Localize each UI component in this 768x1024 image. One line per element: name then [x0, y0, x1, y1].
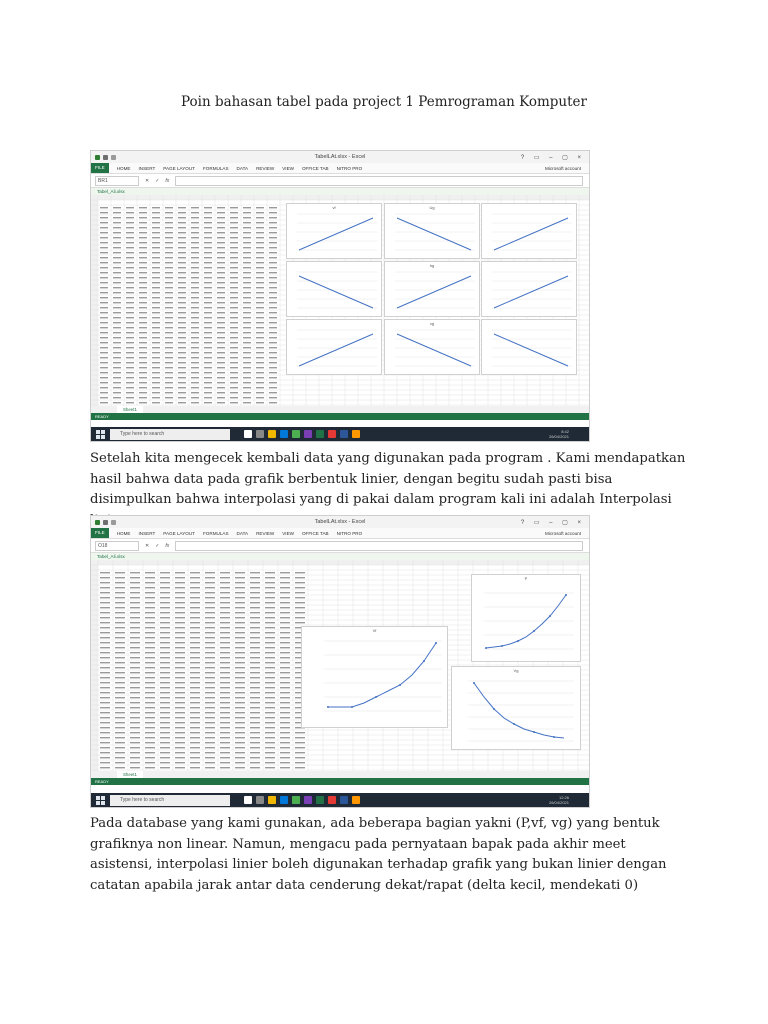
fx-icon[interactable]: fx [165, 542, 170, 549]
window-controls: ? ▭ – ▢ × [520, 519, 585, 526]
workbook-tab[interactable]: Tabel_Ali.xlsx [91, 553, 589, 562]
ribbon-tab-office-tab[interactable]: OFFICE TAB [301, 165, 329, 171]
taskbar-search[interactable]: Type here to search [110, 429, 230, 440]
ribbon-tab-nitro-pro[interactable]: NITRO PRO [336, 530, 363, 536]
ribbon-tab-office-tab[interactable]: OFFICE TAB [301, 530, 329, 536]
word-icon[interactable] [340, 796, 348, 804]
app-icon[interactable] [304, 430, 312, 438]
window-title: TabelLAt.xlsx - Excel [314, 154, 366, 160]
ribbon-tab-view[interactable]: VIEW [282, 530, 294, 536]
excel-app-icon[interactable] [316, 430, 324, 438]
ribbon-tab-view[interactable]: VIEW [282, 165, 294, 171]
task-view-icon[interactable] [256, 430, 264, 438]
ribbon-tab-page-layout[interactable]: PAGE LAYOUT [163, 165, 195, 171]
cancel-icon[interactable]: ✕ [145, 177, 150, 184]
status-bar: READY [91, 413, 589, 420]
chart-vg[interactable] [451, 666, 581, 750]
windows-start-icon[interactable] [96, 796, 105, 805]
ribbon-tab-insert[interactable]: INSERT [138, 530, 156, 536]
sheet-tabs [91, 771, 589, 778]
pdf-icon[interactable] [328, 796, 336, 804]
chrome-icon[interactable] [292, 430, 300, 438]
ribbon-tabs [91, 163, 589, 174]
app-icon[interactable] [304, 796, 312, 804]
linear-chart[interactable] [481, 203, 577, 259]
edge-icon[interactable] [280, 430, 288, 438]
paragraph-linear: Setelah kita mengecek kembali data yang digunakan pada program . Kami mendapatkan hasil bahwa data pada grafik berbentuk linier, dengan begitu sudah pasti bisa disimpulkan bahwa interpolasi yang di pakai dalam program kali ini adalah Interpolasi [90, 451, 686, 507]
linear-chart[interactable] [286, 261, 382, 317]
ribbon-tab-data[interactable]: DATA [236, 530, 249, 536]
confirm-icon[interactable]: ✓ [155, 177, 160, 184]
window-controls: ? ▭ – ▢ × [520, 154, 585, 161]
excel-screenshot-nonlinear [90, 515, 590, 808]
system-tray-clock[interactable] [549, 429, 569, 439]
edge-icon[interactable] [280, 796, 288, 804]
cancel-icon[interactable]: ✕ [145, 542, 150, 549]
sheet-tab[interactable]: Sheet1 [117, 771, 143, 779]
name-box[interactable]: BR1 [95, 176, 139, 186]
confirm-icon[interactable]: ✓ [155, 542, 160, 549]
cortana-icon[interactable] [244, 796, 252, 804]
formula-bar [91, 174, 589, 188]
ribbon-tab-review[interactable]: REVIEW [256, 530, 275, 536]
linear-chart[interactable] [384, 261, 480, 317]
chart-title: Ug [429, 205, 435, 210]
clock-date: 26/04/2021 [548, 800, 569, 805]
word-icon[interactable] [340, 430, 348, 438]
pdf-icon[interactable] [328, 430, 336, 438]
window-titlebar [91, 151, 589, 163]
formula-input[interactable] [175, 541, 583, 551]
linear-chart[interactable] [384, 203, 480, 259]
chart-p[interactable] [471, 574, 581, 662]
ribbon-tab-home[interactable]: HOME [116, 530, 131, 536]
ribbon-tab-formulas[interactable]: FORMULAS [203, 530, 229, 536]
chart-p-plot [472, 575, 580, 661]
clock-time: 8:42 [561, 429, 569, 434]
ribbon-tabs [91, 528, 589, 539]
clock-time: 12:26 [558, 795, 569, 800]
window-title: TabelLAt.xlsx - Excel [314, 519, 366, 525]
linear-chart[interactable] [384, 319, 480, 375]
chart-vf-plot [302, 627, 447, 727]
chart-title: Vf [372, 628, 377, 633]
window-titlebar [91, 516, 589, 528]
formula-bar [91, 539, 589, 553]
system-tray-clock[interactable] [549, 795, 569, 805]
page-title: Poin bahasan tabel pada project 1 Pemrograman Komputer [181, 94, 587, 110]
account-label[interactable]: Microsoft account [545, 530, 581, 536]
chart-title: Vg [513, 668, 519, 673]
ribbon-tab-formulas[interactable]: FORMULAS [203, 165, 229, 171]
chart-title: vf [332, 205, 336, 210]
ribbon-tab-page-layout[interactable]: PAGE LAYOUT [163, 530, 195, 536]
ribbon-tab-insert[interactable]: INSERT [138, 165, 156, 171]
linear-chart[interactable] [481, 261, 577, 317]
taskbar-apps [244, 796, 360, 804]
sheet-tabs [91, 406, 589, 413]
app-icon[interactable] [352, 796, 360, 804]
ribbon-tab-file[interactable]: FILE [91, 163, 109, 173]
workbook-tab[interactable]: Tabel_Ali.xlsx [91, 188, 589, 197]
windows-taskbar [91, 427, 589, 441]
chart-title: P [524, 576, 528, 581]
taskbar-apps [244, 430, 360, 438]
account-label[interactable]: Microsoft account [545, 165, 581, 171]
sheet-tab[interactable]: Sheet1 [117, 406, 143, 414]
name-box[interactable]: O18 [95, 541, 139, 551]
ribbon-tab-review[interactable]: REVIEW [256, 165, 275, 171]
excel-screenshot-linear [90, 150, 590, 442]
paragraph-nonlinear: Pada database yang kami gunakan, ada beberapa bagian yakni (P,vf, vg) yang bentuk grafiknya non linear. Namun, mengacu pada pernyataan bapak pada akhir meet asistensi, interpolasi linier boleh digunakan terhadap grafik yang bukan linier dengan catatan apabila jarak antar data cenderung dekat/rapat (delta kecil, mendekati 0) [90, 816, 667, 893]
task-view-icon[interactable] [256, 796, 264, 804]
excel-app-icon[interactable] [316, 796, 324, 804]
linear-chart[interactable] [481, 319, 577, 375]
file-explorer-icon[interactable] [268, 796, 276, 804]
windows-taskbar [91, 793, 589, 807]
cortana-icon[interactable] [244, 430, 252, 438]
chart-vf[interactable] [301, 626, 448, 728]
chart-vg-plot [452, 667, 580, 749]
chart-title: vg [429, 321, 435, 326]
app-icon[interactable] [352, 430, 360, 438]
file-explorer-icon[interactable] [268, 430, 276, 438]
chrome-icon[interactable] [292, 796, 300, 804]
linear-chart[interactable] [286, 319, 382, 375]
ribbon-tab-home[interactable]: HOME [116, 165, 131, 171]
status-bar: READY [91, 778, 589, 785]
clock-date: 26/04/2021 [548, 434, 569, 439]
ribbon-tab-nitro-pro[interactable]: NITRO PRO [336, 165, 363, 171]
formula-input[interactable] [175, 176, 583, 186]
chart-title: hg [429, 263, 435, 268]
ribbon-tab-data[interactable]: DATA [236, 165, 249, 171]
windows-start-icon[interactable] [96, 430, 105, 439]
taskbar-search[interactable]: Type here to search [110, 795, 230, 806]
ribbon-tab-file[interactable]: FILE [91, 528, 109, 538]
linear-chart[interactable] [286, 203, 382, 259]
fx-icon[interactable]: fx [165, 177, 170, 184]
